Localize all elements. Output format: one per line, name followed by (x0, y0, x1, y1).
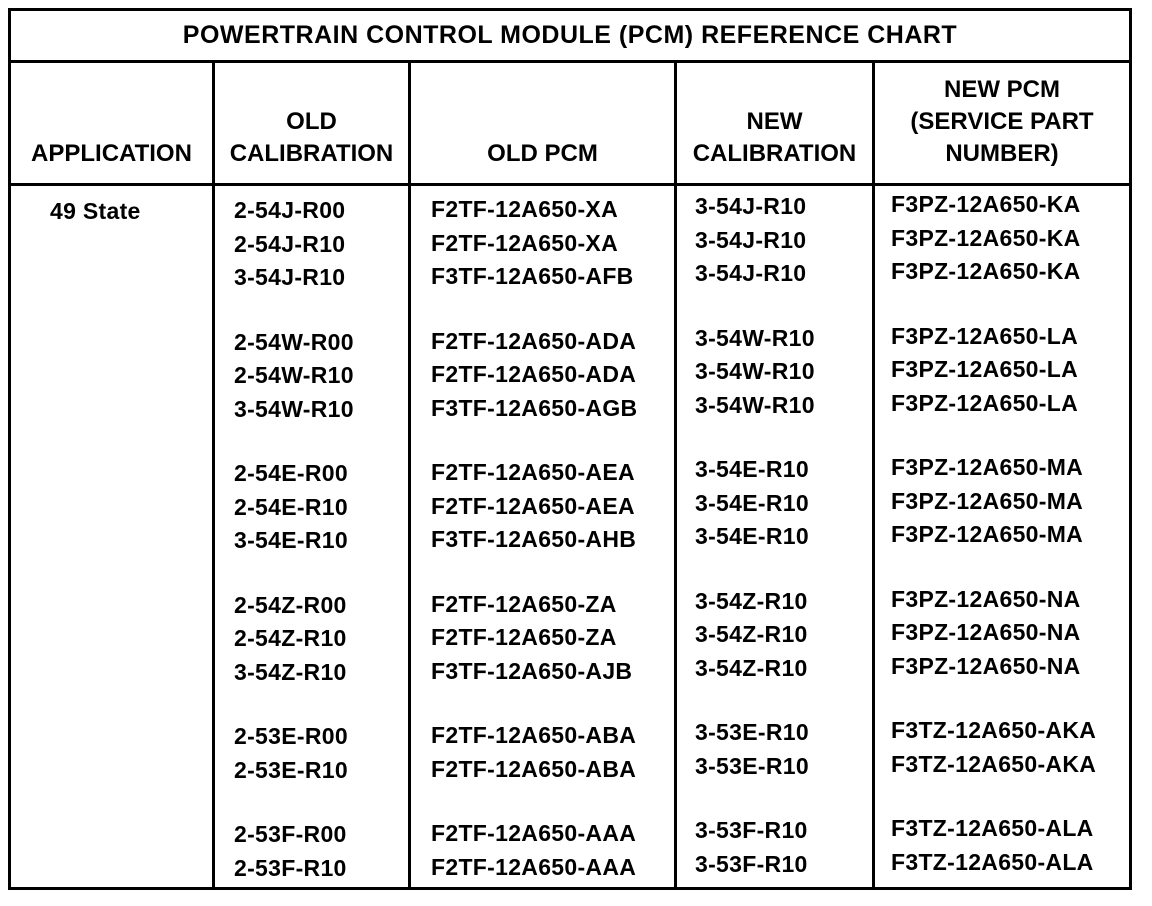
old-pcm-body (411, 186, 674, 887)
new-calibration-cell: 3-54J-R10 (695, 226, 807, 253)
new-calibration-cell: 3-54J-R10 (695, 260, 807, 286)
new-calibration-cell: 3-54J-R10 (695, 193, 807, 219)
column-old-calibration (212, 63, 408, 887)
old-calibration-cell: 3-54J-R10 (234, 264, 346, 290)
column-new-calibration (674, 63, 872, 887)
new-pcm-cell: F3PZ-12A650-LA (891, 356, 1078, 382)
pcm-reference-chart (8, 8, 1132, 890)
new-calibration-cell: 3-54Z-R10 (695, 621, 808, 647)
new-calibration-cell: 3-53E-R10 (695, 752, 809, 779)
header-line: NUMBER) (945, 140, 1059, 167)
old-calibration-cell: 2-53F-R00 (234, 821, 347, 847)
column-new-pcm (872, 63, 1129, 887)
old-pcm-cell: F2TF-12A650-XA (431, 196, 618, 222)
new-calibration-cell: 3-54Z-R10 (695, 654, 808, 681)
header-line: CALIBRATION (229, 140, 394, 167)
header-line: CALIBRATION (692, 140, 857, 167)
new-pcm-cell: F3PZ-12A650-NA (891, 585, 1081, 612)
new-pcm-cell: F3PZ-12A650-NA (891, 619, 1081, 645)
old-pcm-cell: F2TF-12A650-ADA (431, 361, 637, 387)
old-pcm-cell: F3TF-12A650-AFB (431, 263, 634, 289)
old-calibration-cell: 2-54E-R00 (234, 460, 348, 486)
new-calibration-cell: 3-53F-R10 (695, 850, 808, 877)
old-pcm-cell: F2TF-12A650-AEA (431, 492, 635, 519)
old-pcm-cell: F2TF-12A650-ADA (431, 327, 637, 354)
header-old-calibration (215, 63, 408, 186)
column-old-pcm (408, 63, 674, 887)
new-pcm-cell: F3PZ-12A650-LA (891, 322, 1078, 349)
old-pcm-cell: F3TF-12A650-AJB (431, 657, 633, 684)
new-calibration-cell: 3-54Z-R10 (695, 587, 808, 614)
old-calibration-cell: 2-54Z-R10 (234, 625, 347, 651)
old-pcm-cell: F2TF-12A650-ZA (431, 590, 617, 617)
new-calibration-cell: 3-54E-R10 (695, 489, 809, 516)
old-calibration-body (215, 186, 408, 887)
header-application (11, 63, 212, 186)
old-pcm-cell: F2TF-12A650-AAA (431, 820, 637, 846)
old-pcm-cell: F2TF-12A650-AEA (431, 459, 635, 485)
header-line: (SERVICE PART (910, 108, 1094, 135)
header-line: OLD PCM (487, 140, 598, 167)
old-pcm-cell: F2TF-12A650-AAA (431, 853, 637, 880)
header-new-pcm (875, 63, 1129, 186)
header-line: NEW (746, 108, 803, 135)
new-pcm-cell: F3PZ-12A650-MA (891, 454, 1084, 480)
old-pcm-cell: F2TF-12A650-ABA (431, 722, 637, 748)
application-value: 49 State (50, 198, 141, 224)
new-calibration-cell: 3-54W-R10 (695, 391, 815, 418)
new-pcm-cell: F3TZ-12A650-ALA (891, 815, 1094, 841)
header-old-pcm (411, 63, 674, 186)
new-calibration-cell: 3-54W-R10 (695, 324, 815, 351)
header-line: OLD (286, 108, 337, 135)
new-calibration-cell: 3-54E-R10 (695, 456, 809, 482)
old-calibration-cell: 2-54J-R00 (234, 197, 346, 223)
old-calibration-cell: 2-54W-R10 (234, 362, 354, 388)
old-calibration-cell: 3-54E-R10 (234, 527, 348, 553)
new-calibration-cell: 3-54E-R10 (695, 523, 809, 549)
old-pcm-cell: F2TF-12A650-XA (431, 229, 618, 256)
new-pcm-body (875, 186, 1129, 887)
old-calibration-cell: 3-54W-R10 (234, 395, 354, 422)
new-pcm-cell: F3PZ-12A650-KA (891, 191, 1081, 217)
new-calibration-body (677, 186, 872, 887)
chart-title: POWERTRAIN CONTROL MODULE (PCM) REFERENCE CHART (11, 11, 1129, 63)
new-pcm-cell: F3TZ-12A650-ALA (891, 848, 1094, 875)
header-line: NEW PCM (944, 76, 1060, 103)
new-pcm-cell: F3TZ-12A650-AKA (891, 750, 1097, 777)
old-calibration-cell: 2-54E-R10 (234, 493, 348, 520)
old-calibration-cell: 3-54Z-R10 (234, 658, 347, 685)
new-pcm-cell: F3PZ-12A650-NA (891, 652, 1081, 679)
new-calibration-cell: 3-53F-R10 (695, 817, 808, 843)
application-body (11, 186, 212, 887)
column-application (11, 63, 212, 887)
new-pcm-cell: F3PZ-12A650-LA (891, 389, 1078, 416)
old-pcm-cell: F3TF-12A650-AHB (431, 526, 637, 552)
old-pcm-cell: F2TF-12A650-ABA (431, 755, 637, 782)
old-calibration-cell: 2-54J-R10 (234, 230, 346, 257)
old-calibration-cell: 2-53F-R10 (234, 854, 347, 881)
new-calibration-cell: 3-54W-R10 (695, 358, 815, 384)
old-calibration-cell: 2-53E-R00 (234, 723, 348, 749)
new-pcm-cell: F3PZ-12A650-KA (891, 224, 1081, 251)
old-calibration-cell: 2-53E-R10 (234, 756, 348, 783)
new-pcm-cell: F3TZ-12A650-AKA (891, 717, 1097, 743)
new-pcm-cell: F3PZ-12A650-MA (891, 521, 1084, 547)
header-new-calibration (677, 63, 872, 186)
new-pcm-cell: F3PZ-12A650-MA (891, 487, 1084, 514)
header-line: APPLICATION (31, 140, 192, 167)
old-calibration-cell: 2-54Z-R00 (234, 591, 347, 618)
new-pcm-cell: F3PZ-12A650-KA (891, 258, 1081, 284)
old-pcm-cell: F2TF-12A650-ZA (431, 624, 617, 650)
old-pcm-cell: F3TF-12A650-AGB (431, 394, 638, 421)
old-calibration-cell: 2-54W-R00 (234, 328, 354, 355)
new-calibration-cell: 3-53E-R10 (695, 719, 809, 745)
